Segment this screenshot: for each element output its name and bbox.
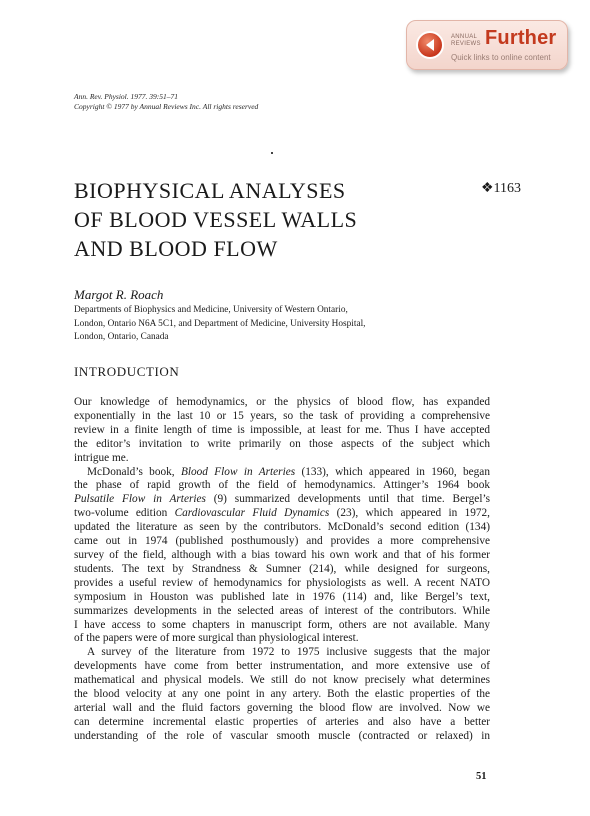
article-number: ❖1163	[481, 181, 522, 196]
annual-reviews-logo-icon	[416, 31, 444, 59]
section-heading: INTRODUCTION	[74, 364, 180, 379]
page-number: 51	[476, 771, 487, 782]
text-line: can determine incremental elastic properties of arteries and also have a better	[74, 715, 490, 728]
text-line: McDonald’s book, Blood Flow in Arteries (133), which appeared in 1960, began	[87, 465, 490, 478]
badge-subtitle: Quick links to online content	[451, 53, 551, 62]
text-line: the phase of rapid growth of the field of hemodynamics. Attinger’s 1964 book	[74, 479, 490, 492]
text-line: symposium in Houston was published late in 1976 (114) and, like Bergel’s text,	[74, 590, 490, 603]
journal-citation	[74, 92, 258, 112]
citation-line: Ann. Rev. Physiol. 1977. 39:51–71	[74, 92, 179, 101]
badge-further-text: Further	[485, 27, 557, 49]
text-line: intrigue me.	[74, 451, 129, 464]
text-line: I have access to some chapters in manuscript form, others are not available. Many	[74, 618, 490, 631]
text-line: understanding of the role of vascular smooth muscle (contracted or relaxed) in	[74, 729, 490, 742]
text-line: survey of the field, although with a bias toward his own work and that of his former	[74, 548, 490, 561]
arrow-left-icon	[426, 39, 434, 51]
author-affiliation	[74, 304, 366, 345]
title-line: BIOPHYSICAL ANALYSES	[74, 178, 346, 203]
text-line: came out in 1974 (published posthumously) and provides a more comprehensive	[74, 535, 490, 548]
text-line: A survey of the literature from 1972 to 1975 inclusive suggests that the major	[87, 646, 490, 659]
annual-reviews-further-badge[interactable]	[406, 20, 568, 70]
affiliation-line: London, Ontario N6A 5C1, and Department of Medicine, University Hospital,	[74, 318, 366, 329]
badge-annual-text: ANNUAL	[451, 34, 478, 40]
title-line: OF BLOOD VESSEL WALLS	[74, 207, 358, 232]
text-line: developments have come from better instrumentation, and more extensive use of	[74, 660, 490, 673]
text-line: Our knowledge of hemodynamics, or the physics of blood flow, has expanded	[74, 396, 490, 408]
paragraph	[74, 466, 490, 647]
text-line: of the papers were of more surgical than physiological interest.	[74, 632, 359, 645]
text-line: review in a finite length of time is impossible, at least for me. Thus I have accepted	[74, 423, 490, 436]
stray-mark	[271, 152, 273, 154]
text-line: the blood velocity at any one point in any artery. Both the elastic properties of the	[74, 688, 490, 701]
title-line: AND BLOOD FLOW	[74, 236, 278, 261]
paragraph	[74, 646, 490, 743]
body-text	[74, 396, 490, 744]
book-title: Cardiovascular Fluid Dynamics	[174, 507, 330, 520]
text-line: exponentially in the last 10 or 15 years, so the task of providing a comprehensive	[74, 409, 490, 422]
text-line: updated the literature as seen by the contributors. McDonald’s second edition (134)	[74, 521, 490, 534]
text-line: two-volume edition Cardiovascular Fluid Dynamics (23), which appeared in 1972,	[74, 507, 490, 520]
affiliation-line: Departments of Biophysics and Medicine, University of Western Ontario,	[74, 305, 348, 315]
paragraph	[74, 396, 490, 466]
book-title: Blood Flow in Arteries	[180, 465, 296, 478]
text-line: students. The text by Strandness & Sumner (214), while designed for surgeons,	[74, 562, 490, 575]
article-title	[74, 176, 404, 263]
badge-reviews-text: REVIEWS	[451, 41, 481, 47]
affiliation-line: London, Ontario, Canada	[74, 332, 169, 342]
copyright-line: Copyright © 1977 by Annual Reviews Inc. All rights reserved	[74, 102, 259, 111]
text-line: mathematical and physical models. We still do not know precisely what determines	[74, 674, 490, 687]
text-line: summarizes developments in the selected areas of interest of the contributors. While	[74, 604, 490, 617]
text-line: Pulsatile Flow in Arteries (9) summarized developments until that time. Bergel’s	[74, 493, 490, 506]
text-line: provides a useful review of hemodynamics for physiologists as well. A recent NATO	[74, 576, 490, 589]
text-line: the editor’s invitation to write primarily on those aspects of the subject which	[74, 437, 490, 450]
author-name: Margot R. Roach	[74, 287, 164, 302]
text-line: arterial wall and the fluid factors governing the blood flow are involved. Now we	[74, 701, 490, 714]
book-title: Pulsatile Flow in Arteries	[74, 493, 206, 506]
